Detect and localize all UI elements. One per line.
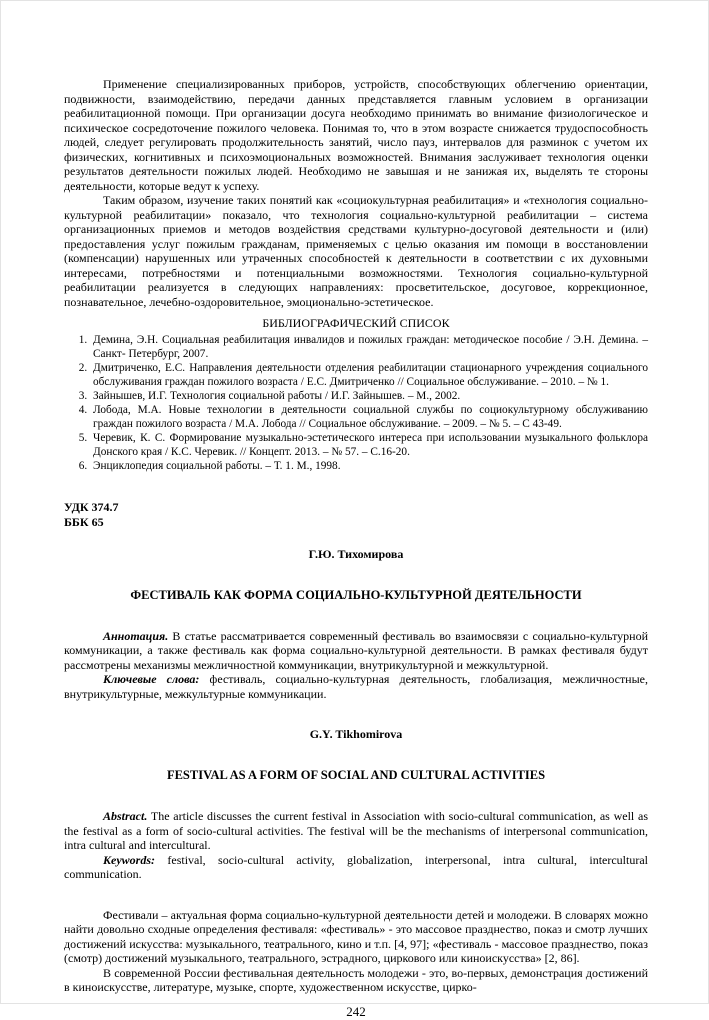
bbk-code: ББК 65: [64, 514, 104, 529]
bibliography-item-6: 6. Энциклопедия социальной работы. – Т. 1. М., 1998.: [90, 459, 648, 473]
keywords-paragraph-ru: [64, 672, 648, 701]
author-name-en: G.Y. Tikhomirova: [309, 727, 403, 742]
article-title-en: FESTIVAL AS A FORM OF SOCIAL AND CULTURAL ACTIVITIES: [166, 768, 546, 783]
keywords-label-en: Keywords:: [103, 852, 155, 867]
author-name-ru: Г.Ю. Тихомирова: [308, 546, 404, 561]
intro-paragraph-2: Таким образом, изучение таких понятий как «социокультурная реабилитация» и «технология социально-культурной реабилитации» показало, что технология социально-культурной реабилитации – система организационных приемов и методов воздействия средствами культурно-досуговой деятельности и (или) предоставления услуг пожилым гражданам, применяемых с целью оказания им помощи в восстановлении (компенсации) нарушенных или утраченных способностей к деятельности в соответствии с их духовными интересами, потребностями и потенциальными возможностями. Технология социально-культурной реабилитации реализуется в следующих направлениях: просветительское, досуговое, коррекционное, познавательное, лечебно-оздоровительное, эмоционально-эстетическое.: [64, 193, 648, 309]
article-body-paragraph-2: В современной России фестивальная деятельность молодежи - это, во-первых, демонстрация достижений в киноискусстве, литературе, музыке, спорте, художественном искусстве, цирко-: [64, 965, 648, 995]
keywords-text-en: festival, socio-cultural activity, globalization, interpersonal, intra cultural, intercultural communication.: [64, 852, 648, 882]
annotation-text: В статье рассматривается современный фестиваль во взаимосвязи с социально-культурной коммуникации, а также фестиваль как форма социально-культурной деятельности. В рамках фестиваля будут рассмотрены механизмы межличностной коммуникации, внутрикультурной и межкультурной.: [64, 628, 648, 672]
udk-code: УДК 374.7: [64, 500, 119, 515]
bibliography-item-5: 5. Черевик, К. С. Формирование музыкально-эстетического интереса при использовании музыкального фольклора Донского края / К.С. Черевик. // Концепт. 2013. – № 57. – С.16-20.: [90, 431, 648, 459]
bibliography-list: [64, 333, 648, 473]
annotation-label: Аннотация.: [103, 628, 169, 643]
bibliography-item-3: 3. Зайнышев, И.Г. Технология социальной работы / И.Г. Зайнышев. – М., 2002.: [90, 389, 648, 403]
article-title-ru: ФЕСТИВАЛЬ КАК ФОРМА СОЦИАЛЬНО-КУЛЬТУРНОЙ ДЕЯТЕЛЬНОСТИ: [130, 587, 582, 602]
bibliography-item-4: 4. Лобода, М.А. Новые технологии в деятельности социальной службы по социокультурному обслуживанию граждан пожилого возраста / М.А. Лобода // Социальное обслуживание. – 2009. – № 5. – С 43-49.: [90, 403, 648, 431]
keywords-text-ru: фестиваль, социально-культурная деятельность, глобализация, межличностные, внутрикультурные, межкультурные коммуникации.: [64, 672, 648, 701]
keywords-paragraph-en: [64, 853, 648, 882]
abstract-paragraph: [64, 809, 648, 853]
annotation-paragraph: [64, 629, 648, 673]
abstract-text: The article discusses the current festival in Association with socio-cultural communication, as well as the festival as a form of socio-cultural activities. The festival will be the mechanisms of interpersonal communication, intra cultural and intercultural.: [64, 809, 648, 853]
article-body-paragraph-1: Фестивали – актуальная форма социально-культурной деятельности детей и молодежи. В словарях можно найти довольно сходные определения фестиваля: «фестиваль» - это массовое празднество, показ и смотр лучших достижений искусства: музыкального, театрального, кино и т.п. [4, 97]; «фестиваль - массовое празднество, показ (смотр) достижений музыкального, театрального, эстрадного, циркового или киноискусства» [2, 86].: [64, 907, 648, 966]
keywords-label-ru: Ключевые слова:: [103, 672, 200, 687]
intro-paragraph-1: Применение специализированных приборов, устройств, способствующих облегчению ориентации, подвижности, взаимодействию, передачи данных представляется главным условием в организации реабилитационной помощи. При организации досуга необходимо принимать во внимание физиологическое и психическое сосредоточение пожилого человека. Понимая то, что в этом возрасте снижается трудоспособность людей, следует регулировать продолжительность занятий, число пауз, интервалов для разминок с учетом их физических, когнитивных и психоэмоциональных возможностей. Внимания заслуживает технология оценки результатов деятельности пожилых людей. Необходимо не завышая и не занижая их, выделять те стороны деятельности, которые ведут к успеху.: [64, 77, 648, 193]
bibliography-item-1: 1. Демина, Э.Н. Социальная реабилитация инвалидов и пожилых граждан: методическое пособие / Э.Н. Демина. – Санкт- Петербург, 2007.: [90, 333, 648, 361]
bibliography-heading: БИБЛИОГРАФИЧЕСКИЙ СПИСОК: [262, 316, 450, 331]
page-number: 242: [346, 1003, 366, 1019]
bibliography-item-2: 2. Дмитриченко, Е.С. Направления деятельности отделения реабилитации стационарного учреждения социального обслуживания граждан пожилого возраста / Е.С. Дмитриченко // Социальное обслуживание. – 2010. – № 1.: [90, 361, 648, 389]
classification-codes: [64, 500, 648, 529]
abstract-label: Abstract.: [103, 809, 148, 824]
